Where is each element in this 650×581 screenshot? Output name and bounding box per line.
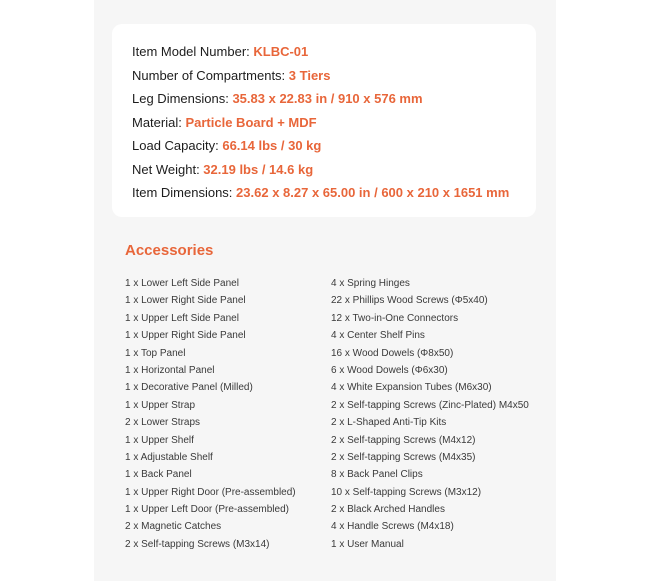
spec-value: 23.62 x 8.27 x 65.00 in / 600 x 210 x 1651 mm: [236, 185, 510, 200]
accessory-item: 22 x Phillips Wood Screws (Φ5x40): [331, 295, 488, 307]
accessories-list-right: [331, 275, 529, 553]
accessory-item: 2 x Self-tapping Screws (Zinc-Plated) M4x50: [331, 399, 529, 411]
accessory-item: 4 x Spring Hinges: [331, 278, 410, 289]
accessory-item: 1 x Adjustable Shelf: [125, 451, 213, 463]
accessory-item: 2 x Self-tapping Screws (M4x35): [331, 451, 476, 463]
spec-value: 35.83 x 22.83 in / 910 x 576 mm: [232, 91, 423, 106]
accessory-item: 4 x Handle Screws (M4x18): [331, 521, 454, 533]
spec-value: KLBC-01: [253, 44, 309, 59]
accessory-item: 1 x Upper Strap: [125, 399, 196, 411]
accessory-item: 2 x Self-tapping Screws (M4x12): [331, 434, 476, 446]
accessory-item: 1 x Lower Left Side Panel: [125, 278, 239, 289]
accessories-list-left: [125, 275, 296, 553]
accessory-item: 16 x Wood Dowels (Φ8x50): [331, 347, 454, 359]
spec-label: Leg Dimensions:: [132, 91, 233, 106]
accessory-item: 1 x Upper Right Side Panel: [125, 330, 246, 342]
accessory-item: 1 x Upper Shelf: [125, 434, 194, 446]
spec-compartments: [132, 64, 509, 88]
accessory-item: 2 x Self-tapping Screws (M3x14): [125, 538, 270, 550]
accessory-item: 8 x Back Panel Clips: [331, 469, 423, 481]
spec-label: Item Dimensions:: [132, 185, 237, 200]
spec-net-weight: [132, 158, 509, 182]
accessory-item: 2 x Magnetic Catches: [125, 521, 222, 533]
spec-label: Load Capacity:: [132, 138, 223, 153]
accessory-item: 10 x Self-tapping Screws (M3x12): [331, 486, 482, 498]
accessory-item: 12 x Two-in-One Connectors: [331, 312, 459, 324]
spec-value: Particle Board + MDF: [185, 114, 317, 130]
spec-model-number: [132, 40, 509, 64]
accessory-item: 1 x Upper Right Door (Pre-assembled): [125, 486, 296, 498]
accessory-item: 4 x White Expansion Tubes (M6x30): [331, 382, 492, 394]
spec-label: Net Weight:: [132, 161, 204, 177]
spec-label: Item Model Number:: [132, 44, 254, 59]
spec-card: [112, 24, 536, 217]
spec-list: [132, 40, 509, 205]
spec-label: Number of Compartments:: [132, 67, 289, 83]
spec-load-capacity: [132, 134, 509, 158]
accessory-item: 1 x Decorative Panel (Milled): [125, 382, 253, 394]
accessory-item: 1 x User Manual: [331, 538, 404, 550]
accessory-item: 4 x Center Shelf Pins: [331, 330, 425, 342]
spec-value: 3 Tiers: [288, 67, 331, 83]
spec-item-dimensions: [132, 181, 509, 205]
spec-label: Material:: [132, 114, 186, 130]
accessory-item: 6 x Wood Dowels (Φ6x30): [331, 364, 448, 376]
accessory-item: 2 x Black Arched Handles: [331, 504, 445, 516]
accessory-item: 1 x Upper Left Side Panel: [125, 312, 239, 324]
accessory-item: 1 x Upper Left Door (Pre-assembled): [125, 504, 289, 516]
spec-value: 66.14 lbs / 30 kg: [222, 138, 322, 153]
spec-leg-dimensions: [132, 87, 509, 111]
spec-value: 32.19 lbs / 14.6 kg: [203, 161, 314, 177]
accessory-item: 1 x Horizontal Panel: [125, 364, 215, 376]
accessory-item: 1 x Lower Right Side Panel: [125, 295, 246, 307]
accessories-title: Accessories: [125, 242, 214, 259]
spec-material: [132, 111, 509, 135]
accessory-item: 1 x Top Panel: [125, 347, 186, 359]
accessory-item: 2 x Lower Straps: [125, 417, 201, 429]
accessory-item: 1 x Back Panel: [125, 469, 192, 481]
accessory-item: 2 x L-Shaped Anti-Tip Kits: [331, 417, 447, 429]
